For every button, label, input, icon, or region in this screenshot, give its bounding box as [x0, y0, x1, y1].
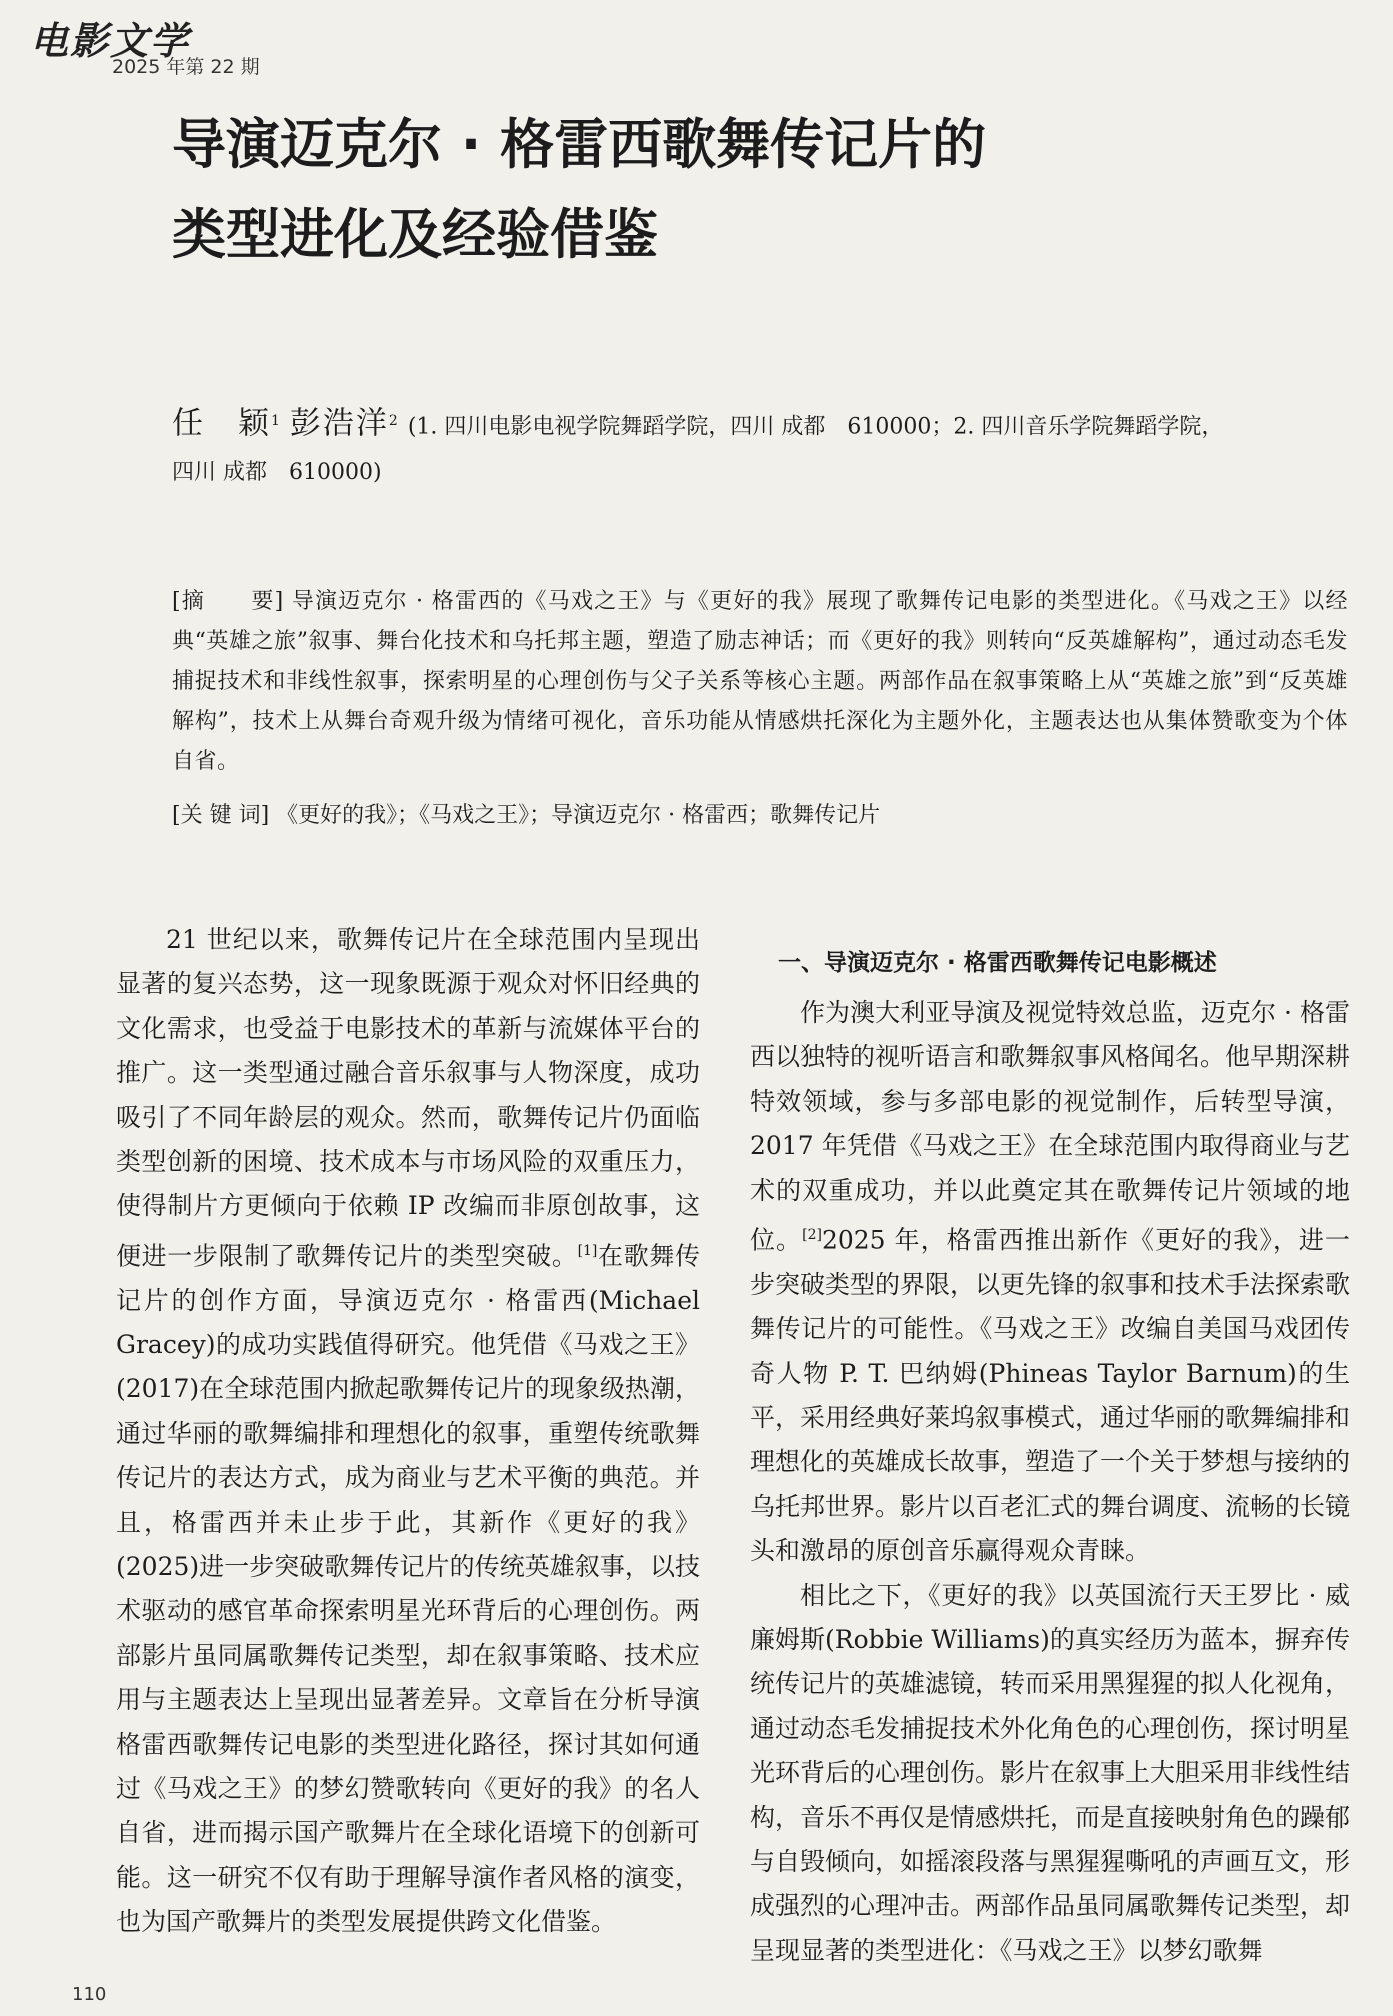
intro-text-part-2: 在歌舞传记片的创作方面，导演迈克尔 · 格雷西(Michael Gracey)的成功实践值得研究。他凭借《马戏之王》(2017)在全球范围内掀起歌舞传记片的现象级热潮，通过华丽的歌舞编排和理想化的叙事，重塑传统歌舞传记片的表达方式，成为商业与艺术平衡的典范。并且，格雷西并未止步于此，其新作《更好的我》(2025)进一步突破歌舞传记片的传统英雄叙事，以技术驱动的感官革命探索明星光环背后的心理创伤。两部影片虽同属歌舞传记类型，却在叙事策略、技术应用与主题表达上呈现出显著差异。文章旨在分析导演格雷西歌舞传记电影的类型进化路径，探讨其如何通过《马戏之王》的梦幻赞歌转向《更好的我》的名人自省，进而揭示国产歌舞片在全球化语境下的创新可能。这一研究不仅有助于理解导演作者风格的演变，也为国产歌舞片的类型发展提供跨文化借鉴。 [116, 1241, 700, 1937]
section-text-part-2: 2025 年，格雷西推出新作《更好的我》，进一步突破类型的界限，以更先锋的叙事和技术手法探索歌舞传记片的可能性。《马戏之王》改编自美国马戏团传奇人物 P. T. 巴纳姆(Phineas Taylor Barnum)的生平，采用经典好莱坞叙事模式，通过华丽的歌舞编排和理想化的英雄成长故事，塑造了一个关于梦想与接纳的乌托邦世界。影片以百老汇式的舞台调度、流畅的长镜头和激昂的原创音乐赢得观众青睐。 [750, 1225, 1351, 1566]
author-1-name: 任 颖 [172, 405, 271, 442]
abstract [172, 582, 1348, 782]
abstract-label: [摘 要] [172, 589, 284, 614]
article-title [172, 100, 1202, 280]
author-1-affiliation-mark: 1 [271, 413, 280, 429]
affiliation-line-2: 四川 成都 610000) [172, 460, 382, 486]
left-column [116, 918, 700, 1945]
abstract-text: 导演迈克尔 · 格雷西的《马戏之王》与《更好的我》展现了歌舞传记电影的类型进化。《马戏之王》以经典“英雄之旅”叙事、舞台化技术和乌托邦主题，塑造了励志神话；而《更好的我》则转向“反英雄解构”，通过动态毛发捕捉技术和非线性叙事，探索明星的心理创伤与父子关系等核心主题。两部作品在叙事策略上从“英雄之旅”到“反英雄解构”，技术上从舞台奇观升级为情绪可视化，音乐功能从情感烘托深化为主题外化，主题表达也从集体赞歌变为个体自省。 [172, 589, 1349, 774]
section-heading: 一、导演迈克尔 · 格雷西歌舞传记电影概述 [778, 950, 1217, 976]
intro-text-part-1: 21 世纪以来，歌舞传记片在全球范围内呈现出显著的复兴态势，这一现象既源于观众对怀旧经典的文化需求，也受益于电影技术的革新与流媒体平台的推广。这一类型通过融合音乐叙事与人物深度，成功吸引了不同年龄层的观众。然而，歌舞传记片仍面临类型创新的困境、技术成本与市场风险的双重压力，使得制片方更倾向于依赖 IP 改编而非原创故事，这便进一步限制了歌舞传记片的类型突破。 [116, 925, 700, 1271]
intro-paragraph [116, 918, 700, 1945]
author-block [172, 398, 1352, 496]
journal-logo: 电影文学 [30, 18, 191, 63]
citation-2: [2] [802, 1227, 822, 1244]
keywords [172, 796, 1348, 836]
keywords-text: 《更好的我》；《马戏之王》；导演迈克尔 · 格雷西；歌舞传记片 [276, 803, 881, 828]
section-paragraph-1 [750, 991, 1350, 1574]
author-2-name: 彭浩洋 [289, 405, 389, 442]
citation-1: [1] [577, 1242, 598, 1259]
keywords-label: [关 键 词] [172, 803, 270, 828]
right-column [750, 941, 1350, 1973]
affiliation-line-1: (1. 四川电影电视学院舞蹈学院，四川 成都 610000；2. 四川音乐学院舞蹈学院， [407, 414, 1224, 440]
issue-number: 2025 年第 22 期 [112, 56, 260, 78]
author-2-affiliation-mark: 2 [388, 413, 398, 429]
page-number: 110 [72, 1984, 107, 2005]
title-line-2: 类型进化及经验借鉴 [172, 203, 658, 266]
section-text-part-1: 作为澳大利亚导演及视觉特效总监，迈克尔 · 格雷西以独特的视听语言和歌舞叙事风格闻名。他早期深耕特效领域，参与多部电影的视觉制作，后转型导演，2017 年凭借《马戏之王》在全球范围内取得商业与艺术的双重成功，并以此奠定其在歌舞传记片领域的地位。 [750, 998, 1351, 1255]
section-paragraph-2: 相比之下，《更好的我》以英国流行天王罗比 · 威廉姆斯(Robbie Williams)的真实经历为蓝本，摒弃传统传记片的英雄滤镜，转而采用黑猩猩的拟人化视角，通过动态毛发捕捉技术外化角色的心理创伤，探讨明星光环背后的心理创伤。影片在叙事上大胆采用非线性结构，音乐不再仅是情感烘托，而是直接映射角色的躁郁与自毁倾向，如摇滚段落与黑猩猩嘶吼的声画互文，形成强烈的心理冲击。两部作品虽同属歌舞传记类型，却呈现显著的类型进化：《马戏之王》以梦幻歌舞 [750, 1580, 1351, 1965]
title-line-1: 导演迈克尔 · 格雷西歌舞传记片的 [172, 113, 987, 176]
